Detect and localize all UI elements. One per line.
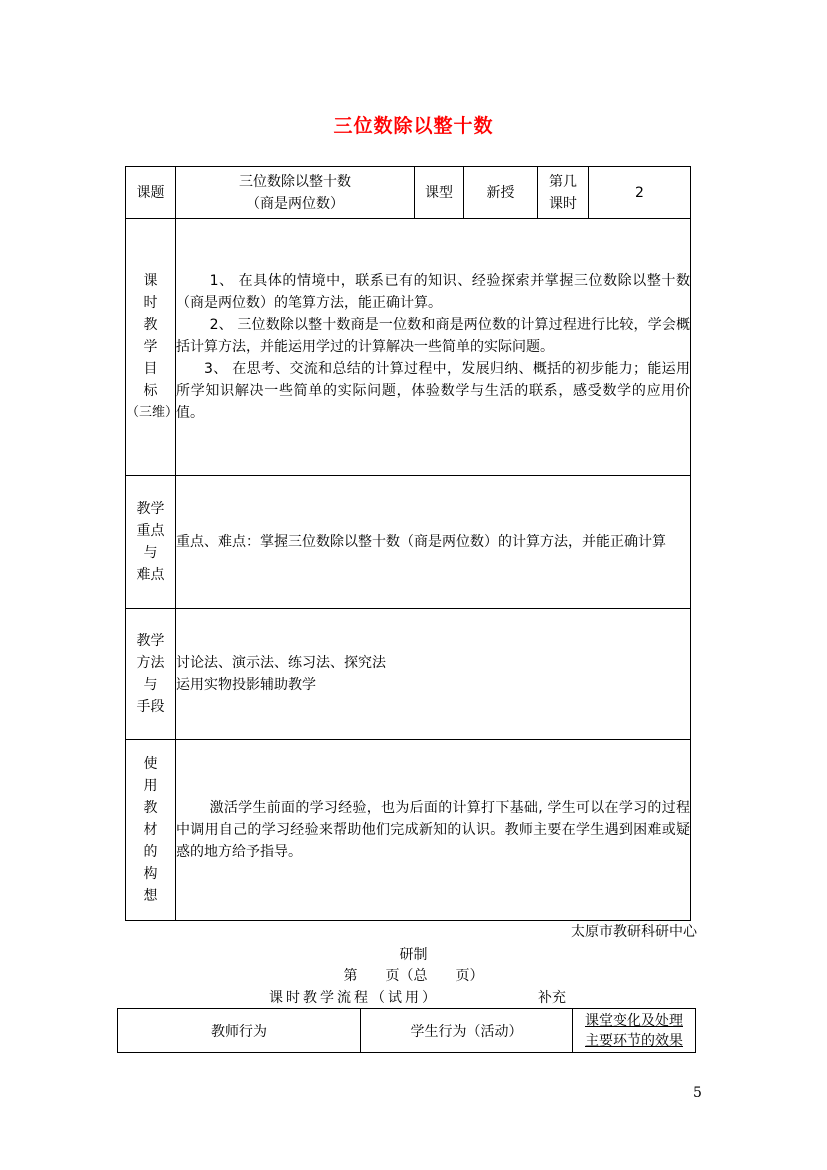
supplement-label: 补充 [538, 990, 566, 1006]
lesson-plan-table [125, 166, 691, 921]
topic-label: 课题 [126, 167, 176, 219]
flow-title: 课时教学流程（试用） [269, 990, 439, 1006]
goals-label-char: 课 [143, 273, 158, 289]
methods-label-line: 教学 [136, 633, 165, 649]
methods-label-line: 手段 [136, 699, 165, 715]
topic-line-2: （商是两位数） [246, 195, 344, 212]
goal-paragraph-1: 1、 在具体的情境中，联系已有的知识、经验探索并掌握三位数除以整十数（商是两位数）的笔算方法，能正确计算。 [176, 273, 690, 311]
class-change-line-2: 主要环节的效果 [585, 1032, 683, 1049]
key-points-content [176, 476, 691, 609]
class-change-header [573, 1009, 696, 1053]
materials-text: 激活学生前面的学习经验，也为后面的计算打下基础, 学生可以在学习的过程中调用自己的学习经验来帮助他们完成新知的认识。教师主要在学生遇到困难或疑惑的地方给予指导。 [176, 800, 690, 860]
key-points-label-line: 难点 [136, 567, 165, 583]
methods-line-2: 运用实物投影辅助教学 [176, 677, 316, 693]
lesson-label [538, 167, 589, 219]
row-goals [126, 219, 691, 476]
goals-label-char: 教 [143, 317, 158, 333]
materials-label-char: 想 [143, 888, 158, 904]
flow-table [117, 1008, 696, 1053]
topic-value [176, 167, 415, 219]
topic-line-1: 三位数除以整十数 [239, 173, 351, 190]
row-materials [126, 740, 691, 921]
key-points-label [126, 476, 176, 609]
materials-label-char: 教 [143, 800, 158, 816]
lesson-label-line-2: 课时 [549, 195, 577, 212]
lesson-label-line-1: 第几 [549, 173, 577, 190]
class-change-line-1: 课堂变化及处理 [585, 1012, 683, 1029]
goals-label-char: 时 [143, 295, 158, 311]
row-key-points [126, 476, 691, 609]
organization-name: 太原市教研科研中心 [571, 924, 697, 940]
goals-label-char: 学 [143, 339, 158, 355]
teacher-behavior-header: 教师行为 [118, 1009, 361, 1053]
key-points-label-line: 与 [143, 545, 158, 561]
methods-line-1: 讨论法、演示法、练习法、探究法 [176, 655, 386, 671]
materials-label-char: 构 [143, 866, 158, 882]
key-points-label-line: 重点 [136, 523, 165, 539]
methods-label [126, 609, 176, 740]
type-value: 新授 [464, 167, 538, 219]
page-count-line: 第 页（总 页） [343, 968, 484, 984]
page-number: 5 [693, 1085, 702, 1101]
materials-label [126, 740, 176, 921]
goals-label-char: 目 [143, 361, 158, 377]
row-methods [126, 609, 691, 740]
materials-label-char: 材 [143, 822, 158, 838]
goals-content [176, 219, 691, 476]
goals-label-char: 标 [143, 383, 158, 399]
materials-content [176, 740, 691, 921]
type-label: 课型 [415, 167, 464, 219]
methods-label-line: 与 [143, 677, 158, 693]
student-behavior-header: 学生行为（活动） [361, 1009, 573, 1053]
materials-label-char: 的 [143, 844, 158, 860]
goal-paragraph-2: 2、 三位数除以整十数商是一位数和商是两位数的计算过程进行比较，学会概括计算方法，并能运用学过的计算解决一些简单的实际问题。 [176, 317, 690, 355]
methods-label-line: 方法 [136, 655, 165, 671]
page-title: 三位数除以整十数 [333, 115, 494, 137]
materials-label-char: 使 [143, 756, 158, 772]
goals-label [126, 219, 179, 476]
key-points-label-line: 教学 [136, 501, 165, 517]
lesson-value: 2 [589, 167, 691, 219]
goal-paragraph-3: 3、 在思考、交流和总结的计算过程中，发展归纳、概括的初步能力；能运用所学知识解决一些简单的实际问题，体验数学与生活的联系，感受数学的应用价值。 [176, 361, 690, 421]
methods-content [176, 609, 691, 740]
row-topic [126, 167, 691, 219]
made-by-label: 研制 [399, 947, 428, 963]
flow-header-row [118, 1009, 696, 1053]
goals-label-char: （三维） [126, 405, 179, 420]
materials-label-char: 用 [143, 778, 158, 794]
key-points-text: 重点、难点：掌握三位数除以整十数（商是两位数）的计算方法，并能正确计算 [176, 534, 666, 550]
